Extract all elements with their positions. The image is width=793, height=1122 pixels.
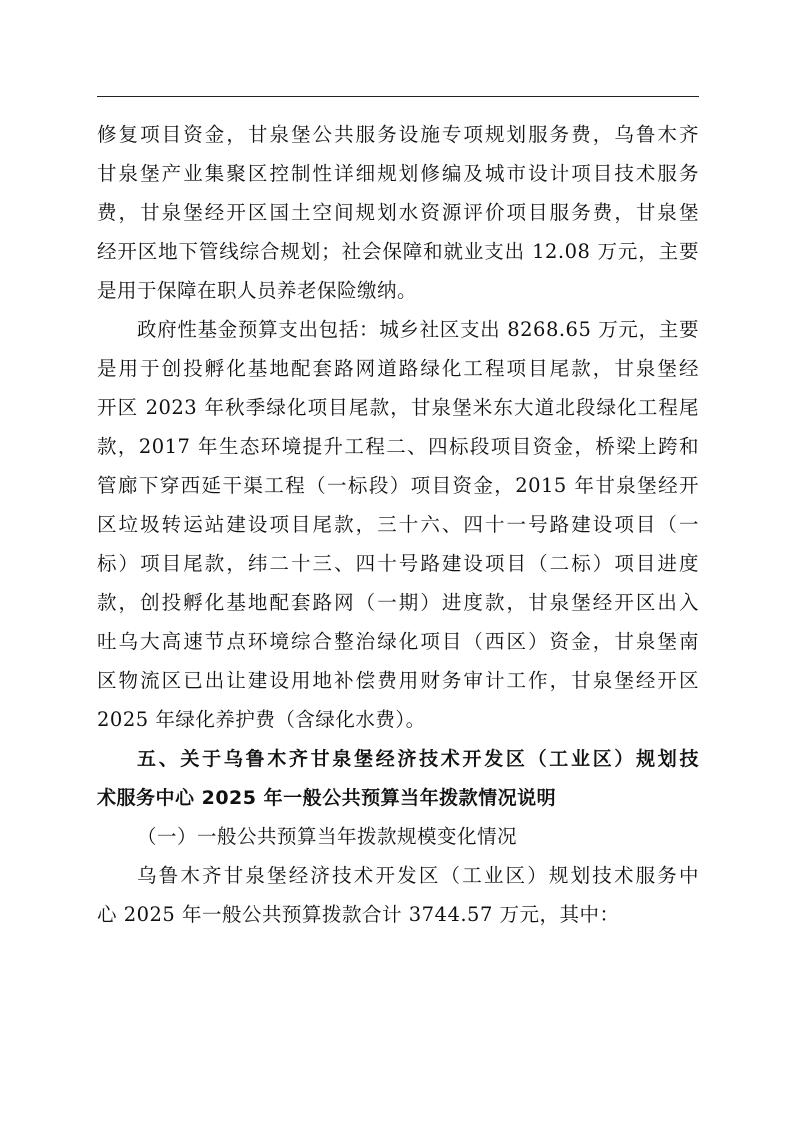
paragraph-line: 心 2025 年一般公共预算拨款合计 3744.57 万元，其中： <box>97 903 620 926</box>
paragraph-line: 区垃圾转运站建设项目尾款，三十六、四十一号路建设项目（一 <box>97 513 699 536</box>
paragraph-line: 管廊下穿西延干渠工程（一标段）项目资金，2015 年甘泉堡经开 <box>97 474 699 497</box>
paragraph-line: 吐乌大高速节点环境综合整治绿化项目（西区）资金，甘泉堡南 <box>97 630 699 653</box>
paragraph-line: 费，甘泉堡经开区国土空间规划水资源评价项目服务费，甘泉堡 <box>97 201 699 224</box>
paragraph-line: 款，创投孵化基地配套路网（一期）进度款，甘泉堡经开区出入 <box>97 591 699 614</box>
paragraph-line: 甘泉堡产业集聚区控制性详细规划修编及城市设计项目技术服务 <box>97 162 699 185</box>
paragraph-line: 是用于保障在职人员养老保险缴纳。 <box>97 279 418 302</box>
paragraph-line: 标）项目尾款，纬二十三、四十号路建设项目（二标）项目进度 <box>97 552 699 575</box>
section-heading: 五、关于乌鲁木齐甘泉堡经济技术开发区（工业区）规划技 <box>137 748 699 770</box>
paragraph-line: 政府性基金预算支出包括：城乡社区支出 8268.65 万元，主要 <box>137 318 699 341</box>
paragraph-line: 经开区地下管线综合规划；社会保障和就业支出 12.08 万元，主要 <box>97 240 699 263</box>
header-divider <box>97 96 699 97</box>
paragraph-line: 区物流区已出让建设用地补偿费用财务审计工作，甘泉堡经开区 <box>97 669 699 692</box>
paragraph-line: 乌鲁木齐甘泉堡经济技术开发区（工业区）规划技术服务中 <box>137 864 699 887</box>
paragraph-line: 2025 年绿化养护费（含绿化水费）。 <box>97 708 426 731</box>
paragraph-line: 是用于创投孵化基地配套路网道路绿化工程项目尾款，甘泉堡经 <box>97 357 699 380</box>
paragraph-line: 款，2017 年生态环境提升工程二、四标段项目资金，桥梁上跨和 <box>97 435 699 458</box>
paragraph-line: 修复项目资金，甘泉堡公共服务设施专项规划服务费，乌鲁木齐 <box>97 123 699 146</box>
section-heading: 术服务中心 2025 年一般公共预算当年拨款情况说明 <box>97 787 557 809</box>
subsection-heading: （一）一般公共预算当年拨款规模变化情况 <box>137 825 518 848</box>
paragraph-line: 开区 2023 年秋季绿化项目尾款，甘泉堡米东大道北段绿化工程尾 <box>97 396 699 419</box>
